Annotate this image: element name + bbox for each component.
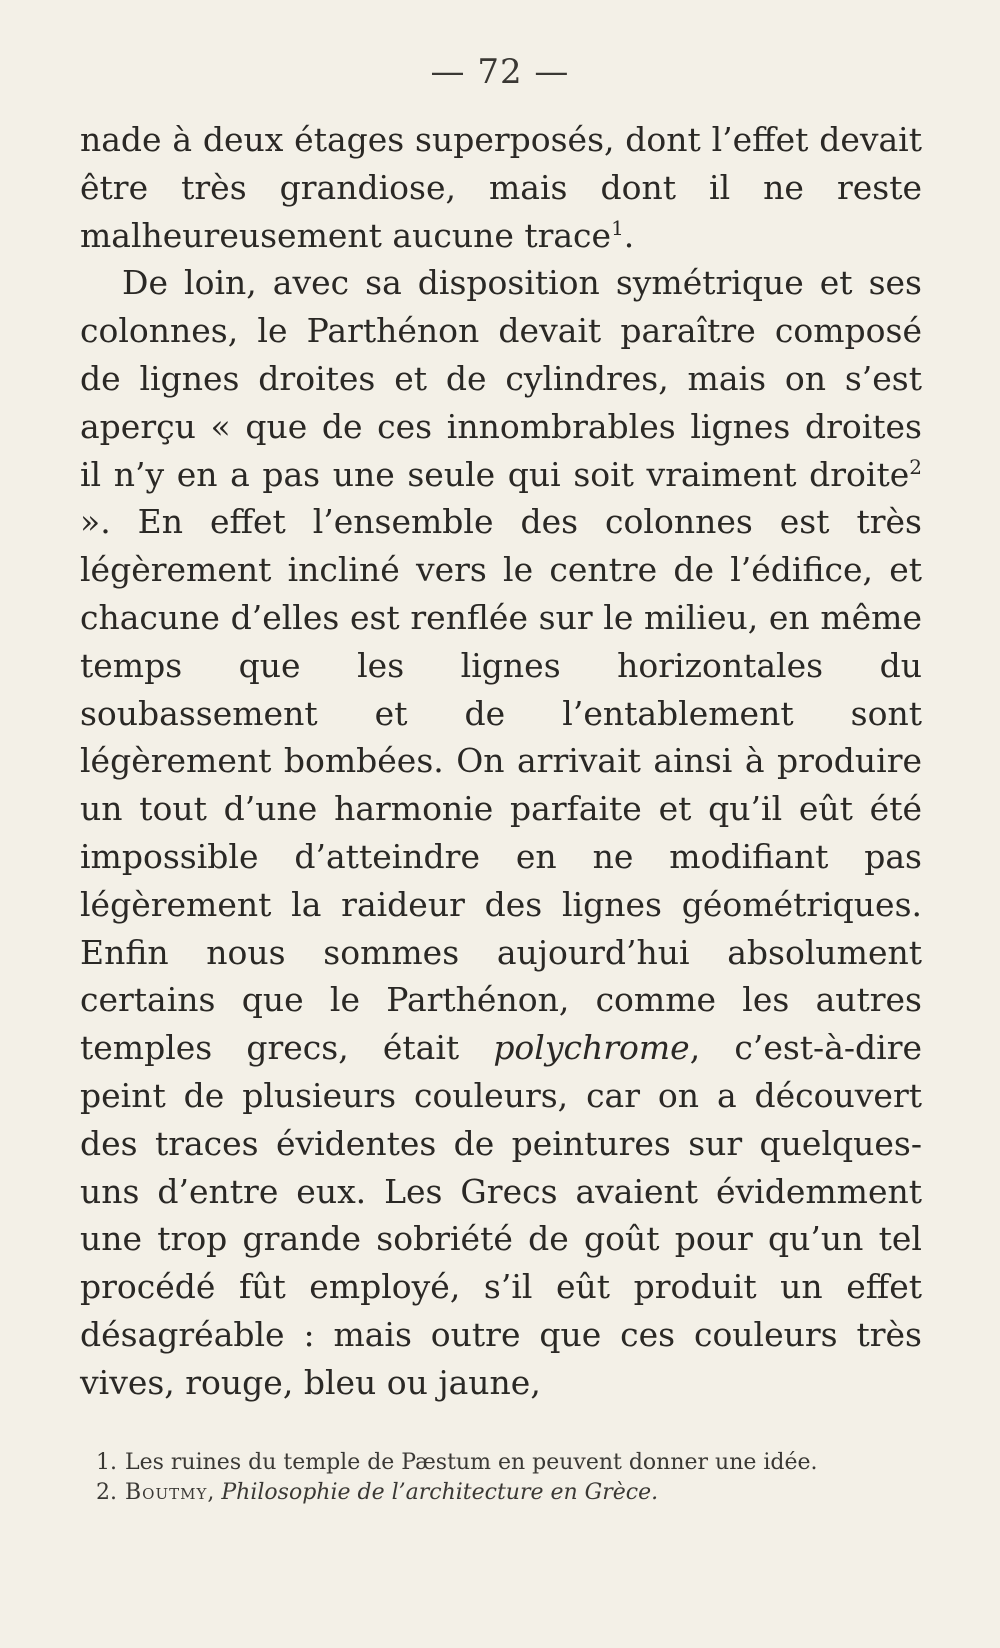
page-number: — 72 — bbox=[430, 52, 570, 92]
paragraph-2-text-middle: ». En effet l’ensemble des colonnes est très légèrement incliné vers le centre de l’édifice, et chacune d’elles est renflée sur le milieu, en même temps que les lignes horizontales du soubassement et de l’entablement sont légèrement bombées. On arrivait ainsi à produire un tout d’une harmonie parfaite et qu’il eût été impossible d’atteindre en ne modifiant pas légèrement la raideur des lignes géométriques. Enfin nous sommes aujourd’hui absolument certains que le Parthénon, comme les autres temples grecs, était bbox=[80, 502, 922, 1068]
footnote-1-label: 1. bbox=[96, 1450, 117, 1475]
paragraph-2-text-start: De loin, avec sa disposition symétrique et ses colonnes, le Parthénon devait paraître composé de lignes droites et de cylindres, mais on s’est aperçu « que de ces innombrables lignes droites il n’y en a pas une seule qui soit vraiment droite bbox=[80, 263, 922, 494]
footnotes bbox=[80, 1448, 910, 1508]
footnote-2-label: 2. bbox=[96, 1480, 117, 1505]
body-text bbox=[80, 116, 922, 1407]
footnote-ref-1: 1 bbox=[611, 215, 624, 240]
footnote-2 bbox=[80, 1478, 910, 1508]
footnote-ref-2: 2 bbox=[909, 454, 922, 479]
footnote-2-author: Boutmy bbox=[125, 1480, 208, 1505]
footnote-2-title: Philosophie de l’architecture en Grèce. bbox=[221, 1480, 659, 1505]
paragraph-1-end: . bbox=[623, 215, 635, 255]
footnote-1 bbox=[80, 1448, 910, 1478]
footnote-1-text: Les ruines du temple de Pæstum en peuvent donner une idée. bbox=[125, 1450, 818, 1475]
italic-polychrome: polychrome bbox=[493, 1028, 690, 1068]
paragraph-2-text-end: , c’est-à-dire peint de plusieurs couleurs, car on a découvert des traces évidentes de peintures sur quelques-uns d’entre eux. Les Grecs avaient évidemment une trop grande sobriété de goût pour qu’un tel procédé fût employé, s’il eût produit un effet désagréable : mais outre que ces couleurs très vives, rouge, bleu ou jaune, bbox=[80, 1028, 923, 1402]
paragraph-2 bbox=[80, 259, 922, 1406]
paragraph-1 bbox=[80, 116, 922, 259]
footnote-2-separator: , bbox=[207, 1480, 222, 1505]
paragraph-1-text: nade à deux étages superposés, dont l’effet devait être très grandiose, mais dont il ne reste malheureusement aucune trace bbox=[80, 120, 922, 255]
